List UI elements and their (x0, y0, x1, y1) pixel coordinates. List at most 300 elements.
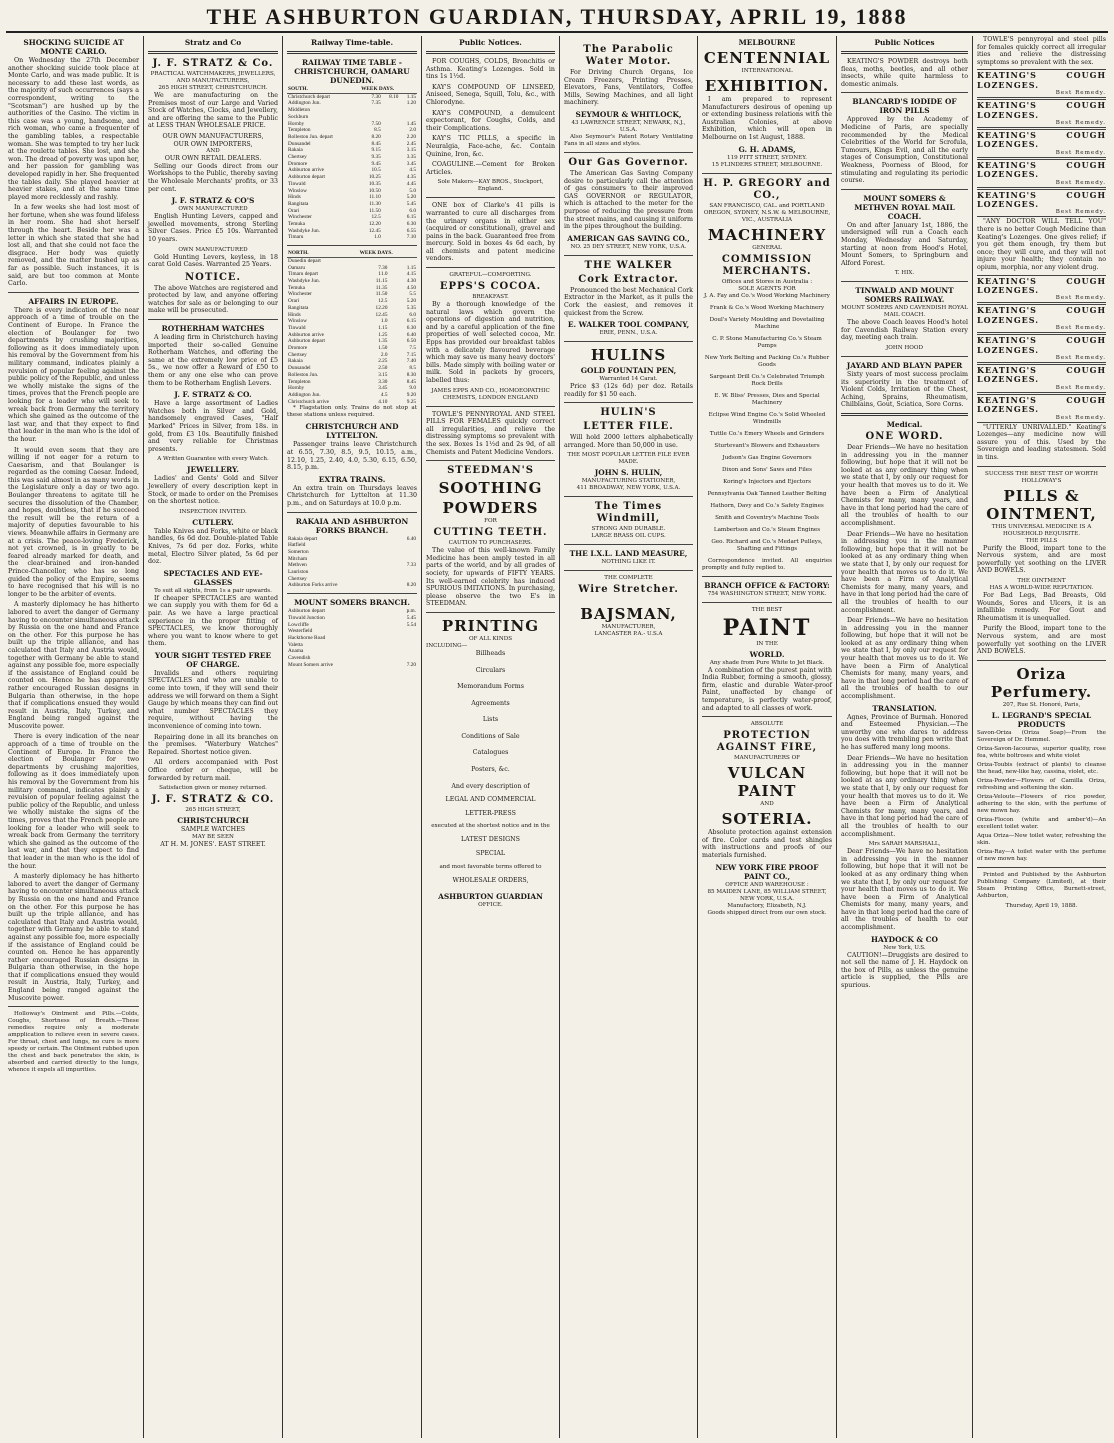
fountain-pen-title: GOLD FOUNTAIN PEN, (580, 366, 677, 376)
ad-line: SPECIAL (475, 850, 506, 858)
table-row (287, 549, 417, 556)
table-header: WEEK DAYS. (360, 86, 417, 93)
ad-line: 411 BROADWAY, NEW YORK, U.S.A. (576, 485, 681, 492)
departure-time: 11.15 (375, 277, 388, 284)
departure-time (382, 181, 400, 188)
ad-paragraph: Approved by the Academy of Medicine of Paris, are specially recommended by the Medical Celebrities of the World for Scrofula, Tumours, Kings Evil, and all the early stages of Consumption, Constitutional Weakness, Poorness of Blood, for stimulating and regulating its periodic course. (841, 116, 968, 185)
masthead: THE ASHBURTON GUARDIAN, THURSDAY, APRIL 19, 1888 (206, 4, 908, 29)
table-row (287, 648, 417, 655)
station-name: Hatfield (288, 542, 306, 549)
ad-line: Goods shipped direct from our own stock. (707, 909, 827, 916)
ad-line: MAY BE SEEN (192, 833, 234, 840)
hulin-file-title: HULIN'S (600, 407, 657, 419)
ad-line: GRATEFUL—COMFORTING. (449, 272, 532, 279)
station-name: Tinwald (288, 324, 306, 331)
table-row (287, 278, 417, 285)
departure-time: 3.30 (378, 378, 388, 385)
ad-paragraph: Sixty years of most success proclaim its superiority in the treatment of Violent Colds, Irritation of the Chest, Aching, Sprains, Rheumatism, Chilblains, Gout, Sciatica, Sore Corns. (841, 371, 968, 409)
table-row (287, 642, 417, 649)
departure-time (382, 154, 400, 161)
holloway-notice: Holloway's Ointment and Pills.—Colds, Coughs, Shortness of Breath.—These remedies require only a moderate ampplication to relieve even in severe cases. For throat, chest and lungs, no cure is more speedy or certain. The Ointment rubbed upon the chest and back penetrates the skin, is absorbed and carried directly to the lungs, whence it expels all impurities. (8, 1011, 139, 1074)
table-row (287, 569, 417, 576)
departure-time: 7.5 (409, 345, 416, 352)
ad-paragraph: KAY'S COMPOUND OF LINSEED, Aniseed, Senega, Squill, Tolu, &c., with Chlorodyne. (426, 83, 555, 106)
ad-paragraph: Purify the Blood, impart tone to the Nervous system, and are most powerfully yet soothing on the LIVER AND BOWELS. (977, 544, 1106, 575)
agent-item: Tuttle Co.'s Emery Wheels and Grinders (709, 430, 825, 437)
timetable-forks (287, 536, 417, 590)
table-row (287, 127, 417, 134)
table-row (287, 208, 417, 215)
table-row (287, 100, 417, 107)
mount-heading: MOUNT SOMERS BRANCH. (294, 598, 410, 608)
ad-paragraph: An extra train on Thursdays leaves Christchurch for Lyttelton at 11.30 p.m., and on Saturdays at 10.0 p.m. (287, 484, 417, 507)
ad-paragraph: Will hold 2000 letters alphabetically arranged. More than 50,000 in use. (564, 434, 693, 449)
agent-item: C. P. Stone Manufacturing Co.'s Steam Pumps (712, 335, 822, 349)
table-row (287, 358, 417, 365)
agent-item: Sturtevant's Blowers and Exhausters (714, 442, 820, 449)
ad-paragraph: Table Knives and Forks, white or black handles, 6s 6d doz. Double-plated Table Knives, 7s 6d per doz. Forks, white metal, Electro Silver plated, 5s 6d per doz. (148, 527, 278, 566)
divider (702, 576, 832, 577)
one-word-title: ONE WORD. (865, 431, 944, 443)
ad-line: OF ALL KINDS (468, 635, 513, 642)
keating-lozenges-ad (977, 69, 1106, 98)
station-name: Middleton (288, 107, 311, 114)
powders-title: POWDERS (442, 499, 539, 518)
ad-paragraph: Price $3 (12s 6d) per doz. Retails readily for $1 50 each. (564, 383, 693, 398)
oriza-item: Oriza-Ray—A toilet water with the perfume of new mown hay. (977, 848, 1106, 862)
departure-time: 1.25 (378, 331, 388, 338)
best-remedy-label: Best Remedy. (1055, 120, 1106, 126)
divider (564, 570, 693, 571)
keating-lozenges-ad (977, 99, 1106, 128)
ad-line: BREAKFAST. (472, 294, 509, 301)
ad-paragraph: TOWLE'S pennyroyal and steel pills for females quickly correct all irregular ities and relieve the distressing symptoms so prevalent with the sex. (977, 36, 1106, 66)
ad-line: 43 LAWRENCE STREET, NEWARK, N.J., U.S.A. (571, 119, 686, 133)
station-name: Methven (288, 562, 307, 569)
table-row (287, 188, 417, 195)
best-remedy-label: Best Remedy. (1055, 355, 1106, 362)
office-title: ASHBURTON GUARDIAN (438, 892, 543, 902)
departure-time: 6.30 (406, 221, 416, 228)
ad-line: INSPECTION INVITED. (179, 508, 247, 515)
ad-line: OUR OWN RETAIL DEALERS. (164, 155, 262, 163)
agent-item: Geo. Richard and Co.'s Medart Pulleys, Shafting and Fittings (711, 538, 823, 552)
ad-paragraph: Correspondence invited. All enquiries promptly and fully replied to. (702, 557, 832, 571)
departure-time: 11.50 (369, 207, 381, 214)
ad-line: and most favorable terms offered to (439, 863, 542, 870)
divider (702, 602, 832, 603)
ad-paragraph: Pronounced the best Mechanical Cork Extractor in the Market, as it pulls the Cork the easiest, and removes it quickest from the Screw. (564, 286, 693, 317)
agent-item: E. W. Bliss' Presses, Dies and Special Machinery (714, 392, 820, 406)
table-row (287, 562, 417, 569)
ad-heading: E. WALKER TOOL COMPANY, (567, 320, 690, 330)
station-name: Rakaia (288, 358, 303, 365)
ad-heading: CHRISTCHURCH AND LYTTELTON. (305, 422, 399, 441)
station-name: Rakaia (288, 147, 303, 154)
departure-time (382, 147, 400, 154)
ad-line: MANUFACTURING STATIONER, (581, 478, 676, 485)
printing-list (426, 650, 555, 774)
agent-item: Smith and Coventry's Machine Tools (715, 514, 819, 521)
departure-time (392, 655, 417, 662)
table-row (287, 345, 417, 352)
departure-time: 6.30 (406, 324, 416, 331)
table-row (287, 536, 417, 543)
legrand-title: L. LEGRAND'S SPECIAL PRODUCTS (991, 710, 1092, 729)
machinery-title: MACHINERY (707, 225, 827, 244)
section-heading: Railway Time-table. (310, 38, 394, 47)
divider (287, 245, 417, 246)
station-name: Dunedin depart (288, 257, 321, 264)
column-4 (422, 36, 559, 1438)
station-name: Ashburton Forks arrive (288, 582, 338, 589)
ad-line: THIS UNIVERSAL MEDICINE IS A HOUSEHOLD REQUISITE. (991, 523, 1092, 537)
departure-time: 5.20 (406, 194, 416, 201)
station-name: Orari (288, 298, 300, 305)
column-2 (144, 36, 282, 1438)
departure-time: 12.45 (368, 227, 381, 234)
departure-time: 9.20 (406, 391, 416, 398)
departure-time: 11.10 (369, 194, 381, 201)
station-name: Ashburton arrive (288, 331, 325, 338)
departure-time: 6.0 (409, 311, 416, 318)
gas-governor-title: Our Gas Governor. (568, 156, 689, 168)
agent-item: Doul's Variety Moulding and Dovetailing Machine (709, 316, 825, 330)
departure-time (394, 576, 417, 583)
departure-time: 9.35 (371, 154, 381, 161)
table-row (287, 161, 417, 168)
table-row (287, 114, 417, 121)
divider (426, 197, 555, 198)
ad-line: OFFICE AND WAREHOUSE : (725, 881, 809, 888)
divider (977, 660, 1106, 661)
departure-time: 6.0 (409, 207, 416, 214)
ad-line: 85 MAIDEN LANE, 85 WILLIAM STREET, NEW YORK, U.S.A. (707, 888, 827, 902)
ad-paragraph: ONE box of Clarke's 41 pills is warranted to cure all discharges from the urinary organs in either sex (acquired or constitutional), gravel and pains in the back. Guaranteed free from mercury. Sold in boxes 4s 6d each, by all chemists and patent medicine vendors. (426, 202, 555, 263)
epps-cocoa-title: EPPS'S COCOA. (439, 281, 542, 293)
departure-time: 12.5 (371, 214, 381, 221)
station-name: Christchurch depart (288, 93, 330, 100)
departure-time: 4.45 (406, 180, 416, 187)
departure-time: 2.50 (378, 365, 388, 372)
station-name: Winslow (288, 187, 307, 194)
departure-time: 8.20 (406, 582, 416, 589)
headline-europe: AFFAIRS IN EUROPE. (28, 296, 119, 306)
spectacles-heading: SPECTACLES AND EYE-GLASSES (163, 568, 263, 587)
departure-time (394, 542, 417, 549)
table-row (287, 582, 417, 589)
gregory-title: H. P. GREGORY and CO., (703, 177, 831, 201)
ad-line: HOLLOWAY'S (1021, 477, 1062, 484)
station-name: Orari (288, 207, 300, 214)
table-row (287, 576, 417, 583)
ad-line: 754 WASHINGTON STREET, NEW YORK. (707, 590, 827, 597)
departure-time: 9.15 (371, 147, 381, 154)
ad-paragraph: Passenger trains leave Christchurch at 6.55, 7.30, 8.5, 9.5, 10.15, a.m., 12.10, 1.25, 2.40, 4.0, 5.30, 6.15, 6.50, 8.15, p.m. (287, 441, 417, 472)
departure-time: 4.30 (406, 277, 416, 284)
ad-line: Offices and Stores in Australia : (721, 278, 813, 285)
ad-line: executed at the shortest notice and in the (431, 823, 550, 830)
ad-heading: JOHN S. HULIN, (594, 468, 663, 478)
departure-time (394, 556, 417, 563)
departure-time (399, 107, 417, 114)
station-name: Temuka (288, 284, 305, 291)
agents-list (702, 293, 832, 553)
best-remedy-label: Best Remedy. (1055, 90, 1106, 97)
section-heading: Public Notices. (459, 38, 522, 47)
divider (564, 152, 693, 153)
ad-line: MANUFACTURERS OF (733, 755, 801, 762)
departure-time (392, 648, 417, 655)
mount-somers-coach-title: MOUNT SOMERS & METHVEN ROYAL MAIL COACH. (854, 193, 955, 221)
divider (841, 51, 968, 54)
departure-time (394, 569, 417, 576)
departure-time (382, 114, 400, 121)
ad-line: Any shade from Pure White to Jet Black. (709, 659, 825, 666)
ad-line: OWN MANUFACTURED (178, 246, 248, 253)
ad-paragraph: By a thorough knowledge of the natural laws which govern the operations of digestion and nutrition, and by a careful application of the fine properties of well selected cocoa, Mr. Epps has provided our breakfast tables with a delicately flavoured beverage which may save us many heavy doctors' bills. Made simply with boiling water or milk. Sold in packets by grocers, labelled thus: (426, 301, 555, 384)
ad-paragraph: Dear Friends—We have no hesitation in addressing you in the manner following, but hope that it will not be looked at as any ordinary thing when we state that I, by only our request for your health that moves us to do it. We have been a Firm of Analytical Chemists for many, many years, and have in that long period had the care of all the troubles of health to our accomplishment. (841, 444, 968, 527)
departure-time: 10.50 (368, 187, 381, 194)
table-header: SOUTH. (287, 86, 360, 93)
stratz-address: 265 HIGH STREET, CHRISTCHURCH. (158, 85, 268, 91)
keating-lozenges-ad (977, 364, 1106, 393)
departure-time (382, 174, 400, 181)
departure-time: 1.15 (406, 264, 416, 271)
ad-paragraph: Dear Friends—We have no hesitation in addressing you in the manner following, but hope that it will not be looked at as any ordinary thing when we state that I, by only our request for your health that moves us to do it. We have been a Firm of Analytical Chemists for many, many years, and have in that long period had the care of all the troubles of health to our accomplishment. (841, 754, 968, 838)
departure-time: 3.15 (406, 147, 416, 154)
ad-line: THE PILLS (1025, 537, 1058, 544)
departure-time: 7.50 (371, 120, 381, 127)
departure-time: 5.0 (409, 187, 416, 194)
departure-time: 6.15 (406, 318, 416, 325)
ad-line: Manufactory, Elizabeth, N.J. (727, 902, 807, 909)
ad-heading: EXTRA TRAINS. (318, 474, 386, 484)
stratz-footer-title: J. F. STRATZ & CO. (151, 794, 275, 806)
ad-paragraph: For Bad Legs, Bad Breasts, Old Wounds, Sores and Ulcers, it is an infallible remedy. For Gout and Rheumatism it is unequalled. (977, 592, 1106, 622)
departure-time (392, 642, 417, 649)
ad-line: Warranted 14 Carat. (599, 376, 658, 383)
departure-time: 11.50 (375, 291, 388, 298)
departure-time: 4.15 (406, 271, 416, 278)
departure-time: 6.40 (406, 331, 416, 338)
ad-paragraph: CAUTION!—Druggists are desired to not sell the name of J. H. Haydock on the box of Pills, as unless the genuine article is supplied, the Pills are spurious. (841, 951, 968, 990)
station-name: Ashburton depart (288, 174, 325, 181)
ad-line: ABSOLUTE (750, 721, 784, 728)
station-name: Christchurch arrive (288, 398, 330, 405)
departure-time (382, 234, 400, 241)
departure-time (382, 208, 400, 215)
departure-time: 6.55 (406, 227, 416, 234)
article-paragraph: There is every indication of the near approach of a time of trouble on the Continent of Europe. In France the election of Boulanger for two departments by crushing majorities, following as it does immediately upon his removal by the Government from his military command, indicates plainly a revulsion of popular feeling against the public policy of the Republic, and unless we wholly mistake the signs of the times, proves that the French people are looking for a leader who will seek to wreak back from Germany the territory which she gained as the outcome of the last war, and that they expect to find that leader in the man who is the idol of the hour. (8, 733, 139, 870)
departure-time: 1.20 (406, 100, 416, 107)
departure-time: 3.35 (406, 154, 416, 161)
soteria-title: SOTERIA. (721, 810, 813, 829)
ad-line: OFFICE. (478, 902, 503, 909)
ad-paragraph: For Driving Church Organs, Ice Cream Freezers, Printing Presses, Elevators, Fans, Ventilators, Coffee Mills, Sewing Machines, and all light machinery. (564, 69, 693, 107)
station-name: Mitcham (288, 555, 308, 562)
divider (8, 1006, 139, 1007)
table-header: WEEK DAYS. (359, 250, 417, 257)
departure-time: 7.40 (406, 358, 416, 365)
ad-paragraph: The value of this well-known Family Medicine has been amply tested in all parts of the world, and by all grades of society, for upwards of FIFTY YEARS. Its well-earned celebrity has induced SPURIOUS IMITATIONS. In purchasing, please observe the two E's in STEEDMAN. (426, 547, 556, 608)
keating-list (977, 275, 1106, 423)
exhibition-title: EXHIBITION. (704, 77, 830, 95)
table-row (287, 332, 417, 339)
table-row (287, 399, 417, 406)
departure-time (392, 628, 417, 635)
cork-title: Cork Extractor. (578, 273, 679, 285)
station-name: Ashburton depart (288, 608, 325, 615)
column-8 (973, 36, 1110, 1438)
departure-time: 4.35 (406, 174, 416, 181)
imprint: Printed and Published by the Ashburton Publishing Company (Limited), at their Steam Printing Office, Burnett-street, Ashburton, (977, 871, 1106, 899)
oriza-item: Oriza-Powder—Flowers of Camilla Oriza, refreshing and softening the skin. (977, 777, 1106, 791)
keating-lozenges-ad (977, 129, 1106, 158)
departure-time (393, 257, 417, 264)
table-row (287, 318, 417, 325)
station-name: Tinwald (288, 180, 306, 187)
world-title: WORLD. (749, 649, 785, 659)
departure-time: 1.15 (406, 93, 416, 100)
ad-line: SUCCESS THE BEST TEST OF WORTH (985, 470, 1098, 477)
cutting-teeth-title: CUTTING TEETH. (433, 527, 548, 539)
table-row (287, 291, 417, 298)
article-paragraph: A masterly diplomacy he has hitherto labored to avert the danger of Germany having to encounter simultaneous attack by Russia on the one hand and France on the other. For this purpose he has built up the triple alliance, and has calculated that Italy and Austria would, together with Germany be able to stand against any possible foe, more especially if the assistance of England could be counted on. Hence he has apparently rather encouraged Russian designs in Bulgaria than otherwise, in the hope that if complications ensued they would result in Austria, Italy, Turkey, and England being ranged against the Muscovite power. (8, 601, 139, 730)
ad-heading: J. F. STRATZ & CO'S (171, 196, 255, 206)
best-remedy-label: Best Remedy. (1055, 149, 1106, 156)
column-6 (698, 36, 836, 1438)
best-remedy-label: Best Remedy. (1055, 325, 1106, 332)
ad-paragraph: Purify the Blood, impart tone to the Nervous system, and are most powerfully yet soothing on the LIVER AND BOWELS. (977, 625, 1106, 656)
departure-time (392, 635, 417, 642)
keating-title: KEATING'S COUGH LOZENGES. (977, 130, 1106, 150)
ad-heading: SEYMOUR & WHITLOCK, (575, 109, 682, 119)
stratz-subtitle: PRACTICAL WATCHMAKERS, JEWELLERS, AND MANUFACTURERS, (150, 71, 276, 84)
keating-lozenges-ad (977, 334, 1106, 363)
section-heading: Stratz and Co (184, 38, 242, 47)
keating-title: KEATING'S COUGH LOZENGES. (977, 189, 1106, 210)
table-row (287, 655, 417, 662)
divider (148, 51, 278, 54)
blancard-title: BLANCARD'S IODIDE OF IRON PILLS (852, 97, 957, 116)
stratz-title: J. F. STRATZ & Co. (152, 58, 274, 69)
timetable-north (287, 250, 417, 405)
divider (977, 867, 1106, 868)
table-row (287, 147, 417, 154)
station-name: Tinwald Junction (288, 614, 325, 621)
headline-suicide: SHOCKING SUICIDE AT MONTE CARLO. (23, 38, 124, 56)
departure-time: 3.15 (378, 371, 388, 378)
departure-time: 9.0 (409, 385, 416, 392)
column-7 (837, 36, 972, 1438)
departure-time: 3.45 (406, 160, 416, 167)
station-name: Somerton (288, 548, 309, 555)
ad-line: IN THE (756, 640, 778, 647)
departure-time: 12.20 (375, 304, 388, 311)
ad-line: NO. 25 DEY STREET, NEW YORK, U.S.A. (570, 243, 687, 250)
ad-paragraph: FOR COUGHS, COLDS, Bronchitis or Asthma. Keating's Lozenges. Sold in tins 1s 1½d. (426, 58, 555, 81)
table-row (287, 542, 417, 549)
ad-line: Satisfaction given or money returned. (159, 785, 267, 792)
departure-time (382, 141, 400, 148)
printing-item: Conditions of Sale (461, 732, 520, 740)
jewellery-heading: JEWELLERY. (187, 465, 239, 475)
departure-time: 5.45 (406, 200, 416, 207)
ad-paragraph: Agnes, Province of Burmah. Honored and Esteemed Physician.—The unworthy one who dares to address you does with trembling pen write that he has suffered many long moons. (841, 713, 968, 751)
nyfire-title: NEW YORK FIRE PROOF PAINT CO., (715, 862, 819, 881)
keating-title: KEATING'S COUGH LOZENGES. (977, 275, 1106, 295)
ad-line: LEGAL AND COMMERCIAL (445, 796, 536, 804)
divider (426, 406, 555, 407)
departure-time: 8.5 (409, 365, 416, 372)
divider (426, 460, 555, 461)
forks-heading: RAKAIA AND ASHBURTON FORKS BRANCH. (295, 516, 409, 535)
departure-time: 5.20 (406, 298, 416, 305)
departure-time: 7.20 (406, 661, 416, 668)
ad-line: OWN MANUFACTURED (178, 206, 248, 213)
table-row (287, 271, 417, 278)
oriza-title: Oriza Perfumery. (990, 664, 1093, 701)
printing-item: Billheads (475, 649, 506, 657)
divider (564, 341, 693, 342)
article-paragraph: In a few weeks she had lost most of her fortune, when she was found lifeless in her room. She had shot herself through the heart. Beside her was a letter in which she stated that she had lost all, and that she could not face the disgrace. Her body was quietly removed, and the matter hushed up as far as possible. Such instances, it is said, are but too common at Monte Carlo. (8, 204, 139, 288)
table-row (287, 385, 417, 392)
steedman-title: STEEDMAN'S (447, 465, 534, 477)
table-row (287, 214, 417, 221)
ad-paragraph: English Hunting Levers, capped and jewelled movements, strong Sterling Silver Cases. Price £5 10s. Warranted 10 years. (148, 213, 278, 243)
station-name: Winchester (288, 214, 312, 221)
ad-line: AND (206, 148, 220, 155)
departure-time (382, 228, 400, 235)
divider (841, 356, 968, 357)
rotherham-heading: ROTHERHAM WATCHES (161, 324, 265, 334)
ad-paragraph: KAY'S TIC PILLS, a specific in Neuralgia, Face-ache, &c. Contain Quinine, Iron, &c. (426, 135, 555, 158)
ad-paragraph: Have a large assortment of Ladies Watches both in Silver and Gold, handsomely engraved Cases, "Half Marked" Prices in Silver, from 18s. in gold, from £3 10s. Beautifully finished and very reliable for Christmas presents. (148, 400, 278, 453)
station-name: Sockburn (288, 113, 309, 120)
departure-time: 7.35 (371, 100, 381, 107)
table-row (287, 181, 417, 188)
column-1 (4, 36, 143, 1438)
ad-line: 119 PITT STREET, SYDNEY. (727, 154, 807, 161)
departure-time: p.m. (406, 608, 416, 615)
ad-heading: AMERICAN GAS SAVING CO., (567, 233, 690, 243)
ad-line: ERIE, PENN., U.S.A. (599, 330, 658, 337)
ad-line: NOTHING LIKE IT. (601, 559, 656, 566)
divider (287, 51, 417, 54)
departure-time: 7.30 (371, 93, 381, 100)
divider (426, 267, 555, 268)
keating-lozenges-ad (977, 189, 1106, 218)
departure-time: 12.20 (368, 221, 381, 228)
printing-item: Memorandum Forms (457, 683, 524, 691)
oriza-item: Oriza-Toubis (extract of plants) to cleanse the head, new-like hay, cassina, violet, etc. (977, 761, 1106, 775)
best-remedy-label: Best Remedy. (1055, 295, 1106, 302)
ad-line: OUR OWN MANUFACTURERS, (162, 132, 264, 140)
printing-title: PRINTING (441, 616, 540, 635)
departure-time (382, 188, 400, 195)
ad-line: And every description of (451, 782, 530, 790)
station-name: Rangitata (288, 200, 309, 207)
station-name: Rolleston Jun. (288, 371, 319, 378)
keating-list (977, 69, 1106, 217)
oriza-item: Oriza-Savon-Iacouras, superior quality, rose fea, white boltroses and white violet (977, 745, 1106, 759)
table-row (287, 298, 417, 305)
departure-time (382, 214, 400, 221)
ad-line: New York, U.S. (883, 944, 926, 951)
ad-heading: G. H. ADAMS, (738, 144, 796, 154)
divider (841, 281, 968, 282)
